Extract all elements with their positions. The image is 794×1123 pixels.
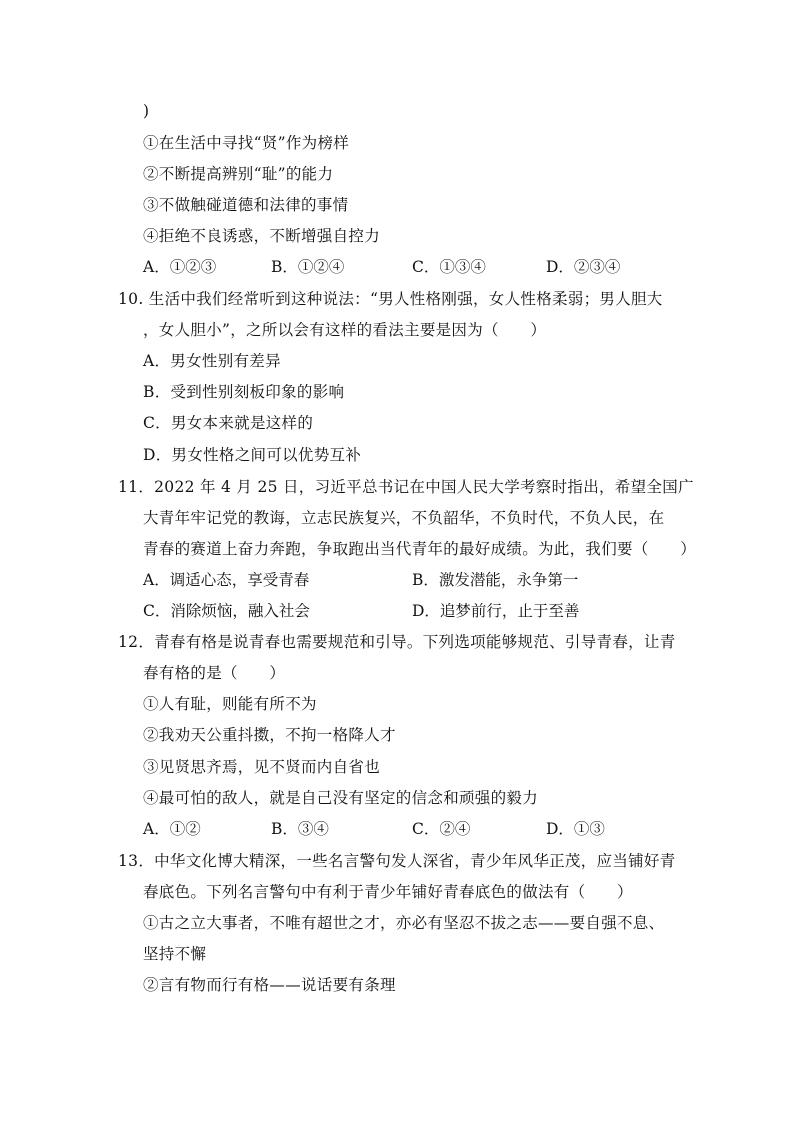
statement-item: ①在生活中寻找“贤”作为榜样 (143, 134, 350, 152)
question-10-stem: 10. 生活中我们经常听到这种说法：“男人性格刚强，女人性格柔弱；男人胆大 (118, 290, 663, 308)
option-b: B．受到性别刻板印象的影响 (143, 383, 345, 401)
statement-item: ②言有物而行有格——说话要有条理 (143, 976, 396, 994)
option-c: C．男女本来就是这样的 (143, 414, 314, 432)
question-13-stem-cont: 春底色。下列名言警句中有利于青少年铺好青春底色的做法有（ ） (143, 883, 633, 901)
option-a: A．①②③ (143, 258, 217, 276)
option-d: D．①③ (546, 820, 605, 838)
statement-item: ④拒绝不良诱惑，不断增强自控力 (143, 227, 381, 245)
statement-item: ②不断提高辨别“耻”的能力 (143, 165, 334, 183)
option-a: A．调适心态，享受青春 (143, 571, 310, 589)
statement-item: ②我劝天公重抖擞，不拘一格降人才 (143, 726, 396, 744)
question-13-stem: 13．中华文化博大精深，一些名言警句发人深省，青少年风华正茂，应当铺好青 (118, 852, 676, 870)
statement-item-cont: 坚持不懈 (143, 945, 207, 963)
option-b: B．①②④ (271, 258, 345, 276)
question-11-stem-cont: 青春的赛道上奋力奔跑，争取跑出当代青年的最好成绩。为此，我们要（ ） (143, 540, 697, 558)
option-a: A．男女性别有差异 (143, 352, 281, 370)
question-tail: ) (143, 102, 150, 120)
option-c: C．①③④ (412, 258, 486, 276)
statement-item: ③见贤思齐焉，见不贤而内自省也 (143, 758, 381, 776)
option-c: C．消除烦恼，融入社会 (143, 602, 310, 620)
option-d: D．男女性格之间可以优势互补 (143, 446, 362, 464)
option-a: A．①② (143, 820, 201, 838)
question-10-stem-cont: ，女人胆小”，之所以会有这样的看法主要是因为（ ） (143, 321, 547, 339)
option-b: B．③④ (271, 820, 329, 838)
question-12-stem: 12．青春有格是说青春也需要规范和引导。下列选项能够规范、引导青春，让青 (118, 633, 676, 651)
statement-item: ①古之立大事者，不唯有超世之才，亦必有坚忍不拔之志——要自强不息、 (143, 914, 665, 932)
question-11-stem-cont: 大青年牢记党的教诲，立志民族复兴，不负韶华，不负时代，不负人民，在 (143, 509, 665, 527)
option-b: B．激发潜能，永争第一 (412, 571, 579, 589)
statement-item: ①人有耻，则能有所不为 (143, 695, 317, 713)
option-d: D．②③④ (546, 258, 621, 276)
statement-item: ③不做触碰道德和法律的事情 (143, 196, 349, 214)
option-d: D．追梦前行，止于至善 (412, 602, 580, 620)
option-c: C．②④ (412, 820, 471, 838)
statement-item: ④最可怕的敌人，就是自己没有坚定的信念和顽强的毅力 (143, 789, 539, 807)
question-11-stem: 11．2022 年 4 月 25 日，习近平总书记在中国人民大学考察时指出，希望全国广 (118, 478, 694, 496)
question-12-stem-cont: 春有格的是（ ） (143, 664, 286, 682)
